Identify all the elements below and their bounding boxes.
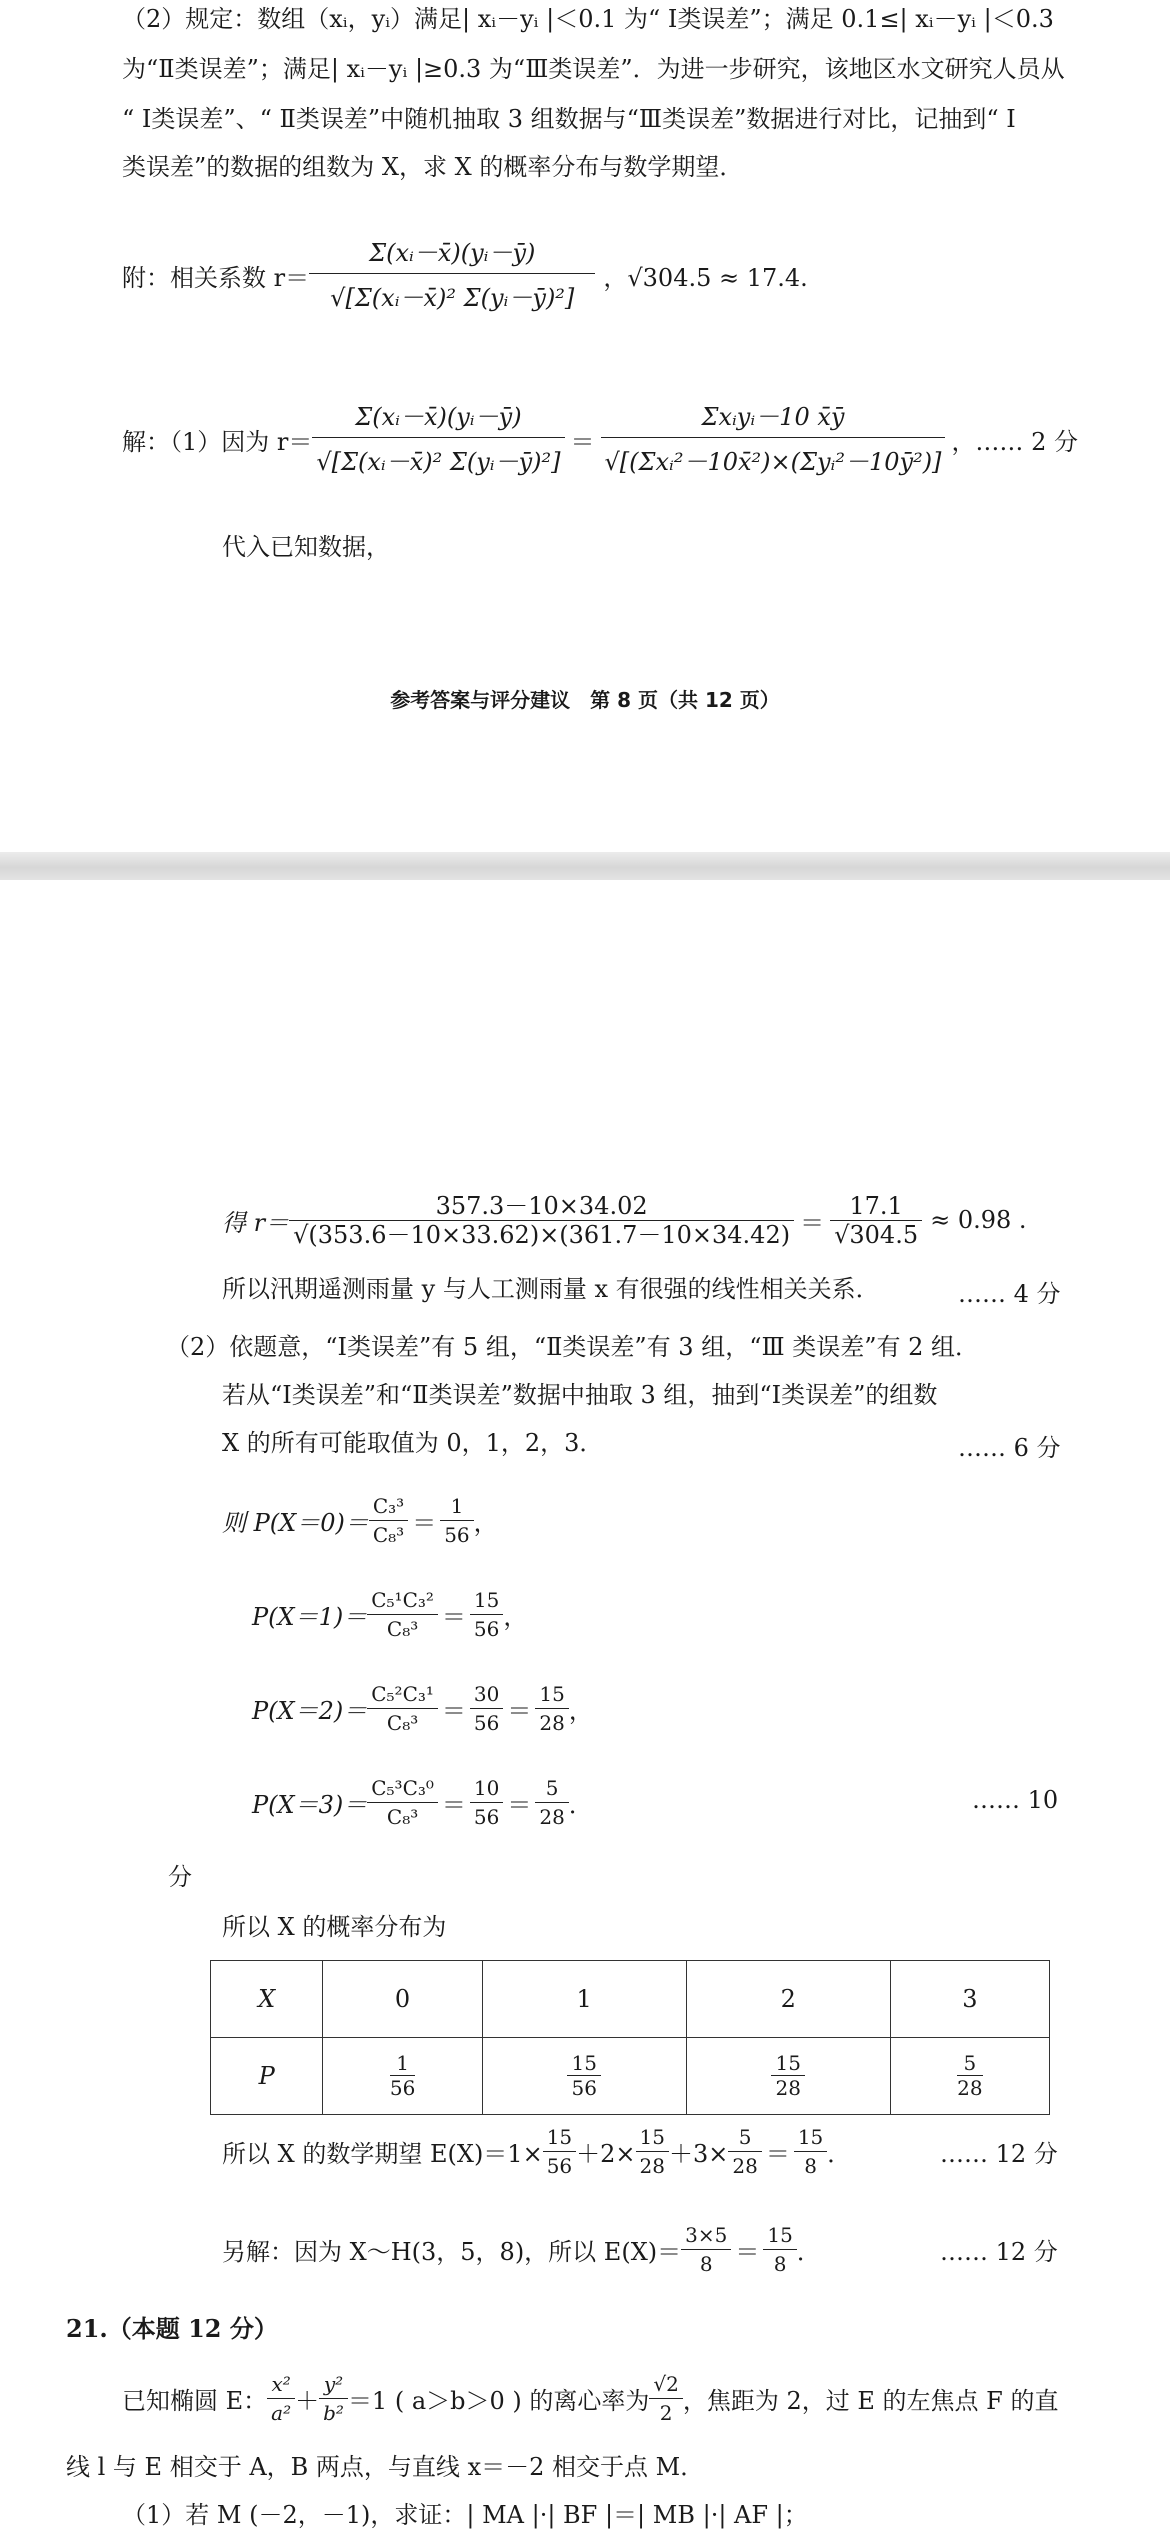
table-cell <box>686 2038 890 2115</box>
table-row <box>211 1961 1050 2038</box>
px2-numerator: C₅²C₃¹ <box>367 1680 438 1709</box>
alt-result-numerator: 15 <box>763 2221 796 2250</box>
q21-middle: ＝1 ( a＞b＞0 ) 的离心率为 <box>347 2386 650 2415</box>
cell-denominator: 28 <box>957 2076 983 2100</box>
equals-sign: ＝ <box>441 1790 466 1819</box>
equals-sign: ＝ <box>800 1208 825 1237</box>
px2-prefix: P(X＝2)＝ <box>252 1696 368 1725</box>
table-cell <box>482 2038 686 2115</box>
table-cell <box>323 2038 482 2115</box>
px3-mid-numerator: 10 <box>470 1774 503 1803</box>
table-header-cell: 3 <box>890 1961 1049 2038</box>
problem-text-line: （2）规定：数组（xᵢ，yᵢ）满足| xᵢ－yᵢ |＜0.1 为“ Ⅰ类误差”；满足 0.1≤| xᵢ－yᵢ |＜0.3 <box>122 5 1054 33</box>
alt-numerator: 3×5 <box>681 2221 731 2250</box>
px2-mid <box>470 1680 503 1737</box>
term-denominator: a² <box>271 2400 292 2425</box>
document-page-8 <box>0 0 1170 860</box>
conclusion-text: 所以汛期遥测雨量 y 与人工测雨量 x 有很强的线性相关关系． <box>222 1275 880 1303</box>
probability-x3 <box>252 1764 593 1840</box>
px0-result <box>440 1492 473 1549</box>
plus-sign: ＋ <box>295 2386 320 2415</box>
expectation-term-2 <box>636 2123 669 2180</box>
px0-result-denominator: 56 <box>444 1522 470 1547</box>
alt-prefix: 另解：因为 X～H(3，5，8)，所以 E(X)＝ <box>222 2237 682 2266</box>
expectation-formula <box>222 2116 851 2186</box>
px2-result-numerator: 15 <box>535 1680 568 1709</box>
question-21-line-3: （1）若 M (－2，－1)，求证：| MA |·| BF |＝| MB |·| AF |； <box>122 2501 808 2529</box>
px0-numerator: C₃³ <box>369 1492 408 1521</box>
correlation-formula <box>122 200 808 350</box>
plus-term: ＋3× <box>668 2139 729 2168</box>
px2-result-denominator: 28 <box>539 1710 565 1735</box>
equals-sign: ＝ <box>735 2237 760 2266</box>
comma: ， <box>503 1602 528 1631</box>
period: ． <box>827 2139 852 2168</box>
probability-x1 <box>252 1576 527 1652</box>
substitute-text: 代入已知数据， <box>222 533 390 561</box>
term-denominator: 28 <box>732 2153 758 2178</box>
expectation-result <box>794 2123 827 2180</box>
problem-text-line: “ Ⅰ类误差”、“ Ⅱ类误差”中随机抽取 3 组数据与“Ⅲ类误差”数据进行对比，记抽到“ Ⅰ <box>122 105 1016 133</box>
px2-mid-numerator: 30 <box>470 1680 503 1709</box>
px2-result <box>535 1680 568 1737</box>
cell-denominator: 56 <box>389 2076 416 2100</box>
score-unit: 分 <box>168 1863 192 1891</box>
r-calculation <box>222 1180 1027 1260</box>
px2-denominator: C₈³ <box>386 1710 419 1735</box>
solution-denominator-1: √[Σ(xᵢ－x̄)² Σ(yᵢ－ȳ)²] <box>316 447 561 476</box>
cell-numerator: 15 <box>567 2051 600 2076</box>
comma: ， <box>473 1508 498 1537</box>
problem-text-line: 类误差”的数据的组数为 X，求 X 的概率分布与数学期望． <box>122 153 744 181</box>
alternative-solution <box>222 2214 821 2284</box>
problem-text-line: 为“Ⅱ类误差”；满足| xᵢ－yᵢ |≥0.3 为“Ⅲ类误差”．为进一步研究，该地区水文研究人员从 <box>122 55 1065 83</box>
alt-result <box>763 2221 796 2278</box>
solution-formula <box>122 364 1078 514</box>
cell-numerator: 5 <box>957 2051 982 2076</box>
px2-fraction <box>367 1680 438 1737</box>
formula-fraction <box>309 229 595 322</box>
r-numerator: 357.3－10×34.02 <box>289 1192 794 1221</box>
document-page-9 <box>0 880 1170 2532</box>
formula-tail: ，√304.5 ≈ 17.4. <box>603 263 808 292</box>
r-numerator-2: 17.1 <box>830 1192 922 1221</box>
px1-denominator: C₈³ <box>386 1616 419 1641</box>
px3-denominator: C₈³ <box>386 1804 419 1829</box>
r-denominator-2: √304.5 <box>834 1220 919 1249</box>
px1-result-denominator: 56 <box>473 1616 500 1641</box>
equals-sign: ＝ <box>441 1602 466 1631</box>
question-21-line-2: 线 l 与 E 相交于 A，B 两点，与直线 x＝－2 相交于点 M． <box>66 2453 705 2481</box>
table-header-cell: X <box>211 1961 323 2038</box>
formula-denominator: √[Σ(xᵢ－x̄)² Σ(yᵢ－ȳ)²] <box>330 283 575 312</box>
px1-numerator: C₅¹C₃² <box>367 1586 438 1615</box>
r-prefix: 得 r＝ <box>222 1208 290 1237</box>
expectation-term-3 <box>728 2123 761 2180</box>
ellipse-term-y <box>319 2370 348 2427</box>
score-marker: …… 6 分 <box>958 1434 1061 1462</box>
term-denominator: b² <box>323 2400 344 2425</box>
solution-numerator-1: Σ(xᵢ－x̄)(yᵢ－ȳ) <box>312 393 564 438</box>
cell-numerator: 15 <box>771 2051 804 2076</box>
alt-fraction <box>681 2221 731 2278</box>
plus-term: ＋2× <box>576 2139 636 2168</box>
expectation-prefix: 所以 X 的数学期望 E(X)＝1× <box>222 2139 543 2168</box>
eccentricity <box>649 2370 682 2427</box>
probability-x2 <box>252 1670 593 1746</box>
alt-result-denominator: 8 <box>773 2251 787 2276</box>
question-21-line-1 <box>122 2360 1058 2436</box>
cell-numerator: 1 <box>390 2051 415 2076</box>
equals-sign: ＝ <box>507 1696 532 1725</box>
px3-fraction <box>367 1774 438 1831</box>
table-cell <box>890 2038 1049 2115</box>
result-numerator: 15 <box>794 2123 827 2152</box>
equals-sign: ＝ <box>570 427 595 456</box>
eccentricity-numerator: √2 <box>649 2370 682 2399</box>
px0-fraction <box>369 1492 408 1549</box>
equals-sign: ＝ <box>441 1696 466 1725</box>
solution-fraction-2 <box>601 393 946 486</box>
term-numerator: 15 <box>543 2123 576 2152</box>
alt-denominator: 8 <box>699 2251 713 2276</box>
table-header-cell: 0 <box>323 1961 482 2038</box>
period: ． <box>568 1790 593 1819</box>
score-marker: …… 4 分 <box>958 1280 1061 1308</box>
cell-denominator: 28 <box>775 2076 801 2100</box>
part2-text-line: （2）依题意，“Ⅰ类误差”有 5 组，“Ⅱ类误差”有 3 组，“Ⅲ 类误差”有 2 组． <box>166 1333 980 1361</box>
solution-numerator-2: Σxᵢyᵢ－10 x̄ȳ <box>601 393 946 438</box>
px1-prefix: P(X＝1)＝ <box>252 1602 368 1631</box>
equals-sign: ＝ <box>412 1508 437 1537</box>
px1-result-numerator: 15 <box>470 1586 503 1615</box>
expectation-term-1 <box>543 2123 576 2180</box>
table-header-cell: 2 <box>686 1961 890 2038</box>
term-numerator: y² <box>319 2370 348 2399</box>
q21-prefix: 已知椭圆 E： <box>122 2386 268 2415</box>
q21-tail: ，焦距为 2，过 E 的左焦点 F 的直 <box>682 2386 1059 2415</box>
px0-prefix: 则 P(X＝0)＝ <box>222 1508 369 1537</box>
table-row <box>211 2038 1050 2115</box>
px2-mid-denominator: 56 <box>473 1710 500 1735</box>
probability-x0 <box>222 1482 498 1558</box>
term-numerator: 5 <box>728 2123 761 2152</box>
term-numerator: 15 <box>636 2123 669 2152</box>
equals-sign: ＝ <box>507 1790 532 1819</box>
table-row-label: P <box>211 2038 323 2115</box>
part2-text-line: 若从“Ⅰ类误差”和“Ⅱ类误差”数据中抽取 3 组，抽到“Ⅰ类误差”的组数 <box>222 1381 938 1409</box>
solution-fraction-1 <box>312 393 564 486</box>
px1-result <box>470 1586 503 1643</box>
solution-label: 解：（1）因为 r＝ <box>122 427 313 456</box>
solution-denominator-2: √[(Σxᵢ²－10x̄²)×(Σyᵢ²－10ȳ²)] <box>604 447 942 476</box>
eccentricity-denominator: 2 <box>659 2400 673 2425</box>
cell-denominator: 56 <box>571 2076 597 2100</box>
px3-mid <box>470 1774 503 1831</box>
part2-text-line: X 的所有可能取值为 0，1，2，3． <box>222 1429 604 1457</box>
score-marker: …… 12 分 <box>940 2238 1058 2266</box>
term-numerator: x² <box>267 2370 295 2399</box>
result-denominator: 8 <box>804 2153 817 2178</box>
comma: ， <box>568 1696 593 1725</box>
ellipse-term-x <box>267 2370 295 2427</box>
distribution-intro: 所以 X 的概率分布为 <box>222 1913 447 1941</box>
table-header-cell: 1 <box>482 1961 686 2038</box>
px0-denominator: C₈³ <box>372 1522 405 1547</box>
px3-numerator: C₅³C₃⁰ <box>367 1774 438 1803</box>
term-denominator: 28 <box>639 2153 665 2178</box>
term-denominator: 56 <box>546 2153 573 2178</box>
formula-numerator: Σ(xᵢ－x̄)(yᵢ－ȳ) <box>309 229 595 274</box>
r-fraction <box>289 1192 794 1249</box>
formula-label: 附：相关系数 r＝ <box>122 263 310 292</box>
r-fraction-2 <box>830 1192 922 1249</box>
px3-result <box>535 1774 568 1831</box>
r-denominator: √(353.6－10×33.62)×(361.7－10×34.42) <box>293 1220 791 1249</box>
page-footer: 参考答案与评分建议 第 8 页（共 12 页） <box>390 688 780 712</box>
question-21-title: 21.（本题 12 分） <box>66 2314 278 2343</box>
period: ． <box>796 2237 821 2266</box>
px3-mid-denominator: 56 <box>473 1804 500 1829</box>
probability-distribution-table <box>210 1960 1050 2115</box>
px1-fraction <box>367 1586 438 1643</box>
px0-result-numerator: 1 <box>440 1492 473 1521</box>
px3-prefix: P(X＝3)＝ <box>252 1790 368 1819</box>
equals-sign: ＝ <box>765 2139 790 2168</box>
r-result: ≈ 0.98 . <box>930 1206 1027 1234</box>
score-marker: …… 10 <box>972 1786 1059 1814</box>
px3-result-denominator: 28 <box>539 1804 565 1829</box>
score-marker: ，…… 2 分 <box>951 427 1078 456</box>
px3-result-numerator: 5 <box>535 1774 568 1803</box>
score-marker: …… 12 分 <box>940 2140 1058 2168</box>
